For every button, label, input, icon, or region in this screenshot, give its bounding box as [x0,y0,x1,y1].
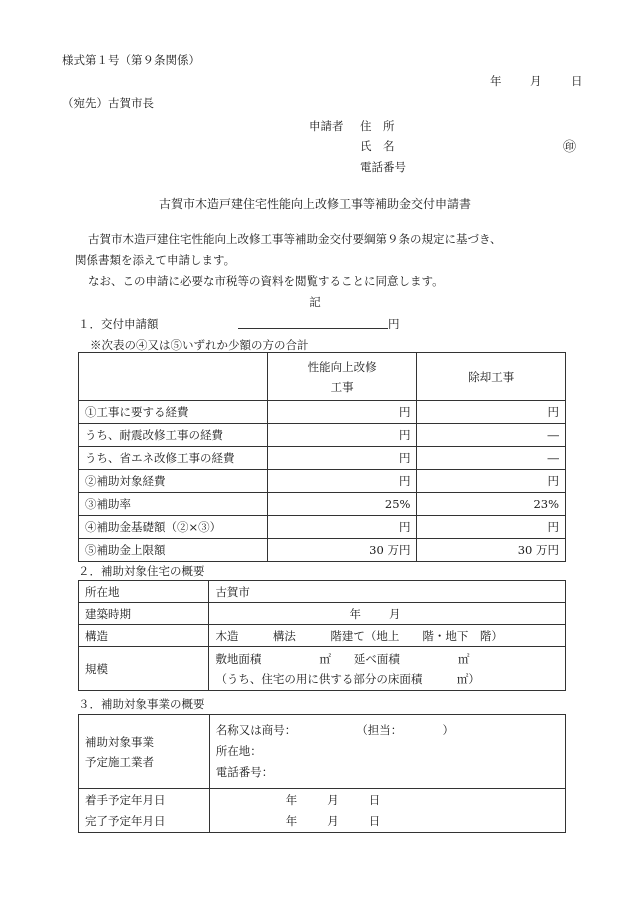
applicant-phone-label: 電話番号 [360,160,406,174]
row-renovation-value: 25% [267,493,417,516]
row-demolition-value[interactable]: 円 [417,516,566,539]
body-line-1: 古賀市木造戸建住宅性能向上改修工事等補助金交付要綱第９条の規定に基づき、 [88,232,502,246]
row-demolition-value[interactable]: 円 [417,401,566,424]
end-date-label: 完了予定年月日 [85,813,166,828]
amount-field[interactable] [238,316,388,332]
table-row [79,539,566,562]
table-row [79,516,566,539]
end-date-field[interactable] [286,814,381,828]
row-renovation-value[interactable]: 円 [267,401,417,424]
end-day: 日 [368,813,381,828]
site-area-label: 敷地面積 [215,651,262,666]
section2-title: ２．補助対象住宅の概要 [78,564,205,578]
header-renovation-line2: 工事 [330,379,354,394]
date-month: 月 [530,74,542,88]
row-renovation-value[interactable]: 円 [267,424,417,447]
form-number: 様式第１号（第９条関係） [62,53,200,67]
scale-value[interactable] [209,647,566,691]
residential-floor-area: （うち、住宅の用に供する部分の床面積 ㎡） [215,671,480,686]
contractor-address-field[interactable]: 所在地： [215,744,262,758]
project-table [78,714,566,833]
date-year: 年 [490,74,502,88]
addressee: （宛先）古賀市長 [62,96,154,110]
contractor-label [79,715,210,789]
row-renovation-value[interactable]: 円 [267,447,417,470]
header-demolition: 除却工事 [417,353,566,401]
house-row-built [79,603,566,625]
end-month: 月 [327,813,339,828]
house-row-scale [79,647,566,691]
amount-yen: 円 [388,317,400,331]
house-table [78,580,566,691]
schedule-labels [79,789,210,833]
row-demolition-value: ― [417,424,566,447]
row-renovation-value: 30 万円 [267,539,417,562]
schedule-row [79,789,566,833]
body-line-3: なお、この申請に必要な市税等の資料を閲覧することに同意します。 [88,274,444,288]
row-label: ③補助率 [79,493,268,516]
start-day: 日 [368,792,381,807]
row-renovation-value[interactable]: 円 [267,516,417,539]
row-label: ②補助対象経費 [79,470,268,493]
location-value[interactable]: 古賀市 [209,581,566,603]
applicant-label: 申請者 [309,119,344,133]
contractor-label-line2: 予定施工業者 [85,754,154,769]
built-value[interactable] [209,603,566,625]
built-year: 年 [349,606,361,621]
table-row [79,401,566,424]
row-demolition-value[interactable]: 円 [417,470,566,493]
floor-area-unit: ㎡ [457,651,470,666]
header-renovation [267,353,417,401]
contractor-details [209,715,565,789]
seal-mark: ㊞ [563,140,577,155]
row-label: ④補助金基礎額（②×③） [79,516,268,539]
schedule-values [209,789,565,833]
table-row [79,493,566,516]
body-line-2: 関係書類を添えて申請します。 [75,253,236,267]
house-row-location [79,581,566,603]
header-blank-cell [79,353,268,401]
table-row [79,424,566,447]
row-demolition-value: ― [417,447,566,470]
table-row [79,447,566,470]
built-label: 建築時期 [79,603,209,625]
floor-area-label: ㎡ 延べ面積 [319,651,400,666]
applicant-name-label: 氏 名 [360,139,395,153]
start-date-label: 着手予定年月日 [85,792,166,807]
applicant-address-label: 住 所 [360,119,395,133]
contractor-name-field[interactable]: 名称又は商号： [215,723,297,737]
scale-label: 規模 [79,647,209,691]
structure-label: 構造 [79,625,209,647]
row-label: うち、省エネ改修工事の経費 [79,447,268,470]
header-renovation-line1: 性能向上改修 [307,359,377,374]
row-demolition-value: 30 万円 [417,539,566,562]
house-row-structure [79,625,566,647]
built-month: 月 [388,606,401,621]
date-day: 日 [571,74,583,88]
end-year: 年 [285,813,298,828]
section1-note: ※次表の④又は⑤いずれか少額の方の合計 [90,338,309,352]
cost-table [78,352,566,562]
cost-table-header [79,353,566,401]
contractor-label-line1: 補助対象事業 [85,734,154,749]
contractor-row [79,715,566,789]
start-month: 月 [327,792,339,807]
structure-value[interactable]: 木造 構法 階建て（地上 階・地下 階） [209,625,566,647]
ki-heading: 記 [309,295,321,309]
row-label: ⑤補助金上限額 [79,539,268,562]
contractor-phone-field[interactable]: 電話番号： [215,765,274,779]
row-label: うち、耐震改修工事の経費 [79,424,268,447]
location-label: 所在地 [79,581,209,603]
start-date-field[interactable] [286,793,381,807]
section1-title: １．交付申請額 [78,317,159,331]
section3-title: ３．補助対象事業の概要 [78,697,205,711]
document-title: 古賀市木造戸建住宅性能向上改修工事等補助金交付申請書 [158,197,471,211]
row-renovation-value[interactable]: 円 [267,470,417,493]
row-demolition-value: 23% [417,493,566,516]
table-row [79,470,566,493]
row-label: ①工事に要する経費 [79,401,268,424]
contractor-contact-field[interactable]: （担当： ） [356,723,454,737]
start-year: 年 [285,792,298,807]
